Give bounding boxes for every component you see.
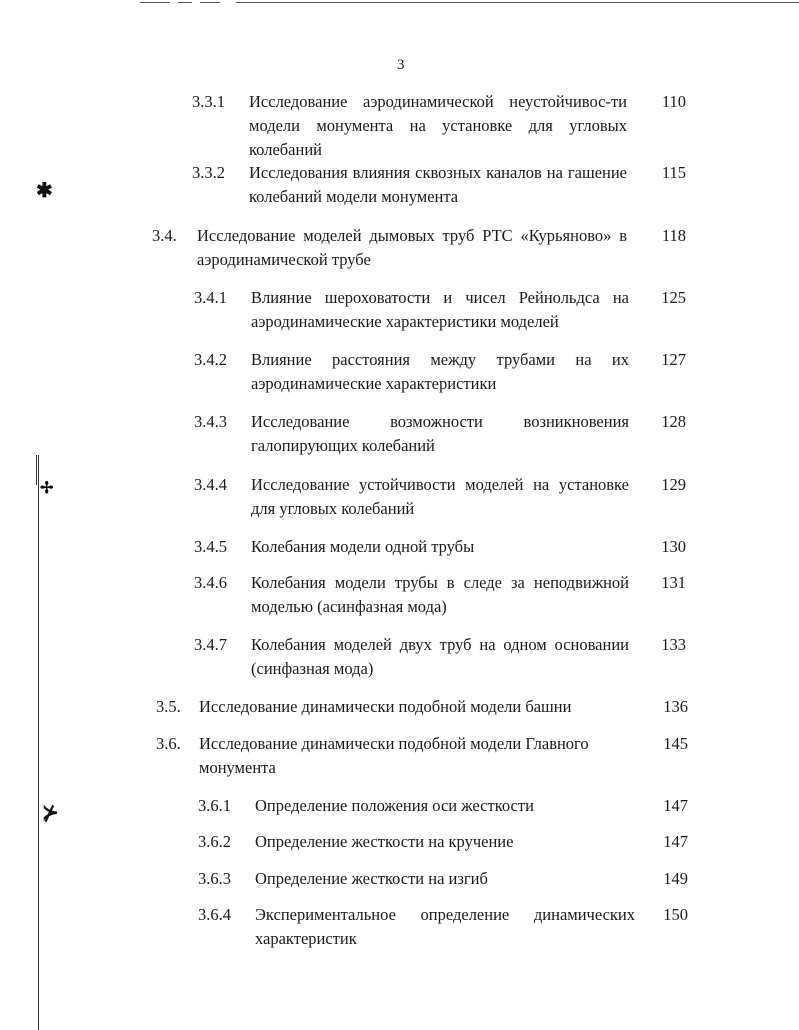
scan-mark-icon: ⊁ <box>42 802 59 824</box>
scan-mark-icon: ✢ <box>40 480 54 497</box>
toc-entry-title: Влияние шероховатости и чисел Рейнольдса на аэродинамические характеристики моделей <box>251 288 629 331</box>
toc-entry-number: 3.4.6 <box>194 573 227 592</box>
toc-entry-title: Определение жесткости на кручение <box>255 832 514 851</box>
toc-entry-title: Колебания модели одной трубы <box>251 537 475 556</box>
scan-line-top <box>140 2 170 3</box>
toc-entry-number: 3.3.2 <box>192 163 225 182</box>
scan-line-top <box>178 2 192 3</box>
toc-entry-number: 3.6.2 <box>198 832 231 851</box>
toc-entry-page: 150 <box>663 905 688 924</box>
toc-entry-page: 125 <box>661 288 686 307</box>
toc-entry-page: 131 <box>661 573 686 592</box>
toc-entry-page: 147 <box>663 832 688 851</box>
toc-entry-title: Исследование возможности возникновения галопирующих колебаний <box>251 412 629 455</box>
toc-entry-page: 118 <box>661 226 686 245</box>
toc-entry-number: 3.4.4 <box>194 475 227 494</box>
toc-entry-page: 133 <box>661 635 686 654</box>
toc-entry-page: 145 <box>663 734 688 753</box>
toc-entry-title: Исследование динамически подобной модели Главного монумента <box>199 734 589 777</box>
page-number: 3 <box>397 57 405 73</box>
scan-line-top <box>236 2 799 3</box>
toc-entry-title: Исследования влияния сквозных каналов на гашение колебаний модели монумента <box>249 163 627 206</box>
toc-entry-number: 3.5. <box>156 697 181 716</box>
toc-entry-number: 3.4.2 <box>194 350 227 369</box>
toc-entry-title: Исследование моделей дымовых труб РТС «Курьяново» в аэродинамической трубе <box>197 226 627 269</box>
toc-entry-title: Влияние расстояния между трубами на их аэродинамические характеристики <box>251 350 629 393</box>
scan-mark-icon: ✱ <box>36 180 53 202</box>
toc-entry-title: Определение положения оси жесткости <box>255 796 534 815</box>
scan-left-rule <box>38 455 39 1030</box>
toc-entry-page: 128 <box>661 412 686 431</box>
toc-entry-number: 3.6. <box>156 734 181 753</box>
toc-entry-number: 3.4.1 <box>194 288 227 307</box>
toc-entry-number: 3.6.1 <box>198 796 231 815</box>
toc-entry-number: 3.4.3 <box>194 412 227 431</box>
toc-entry-title: Определение жесткости на изгиб <box>255 869 488 888</box>
toc-entry-page: 130 <box>661 537 686 556</box>
toc-entry-number: 3.3.1 <box>192 92 225 111</box>
toc-entry-number: 3.6.3 <box>198 869 231 888</box>
toc-entry-title: Колебания моделей двух труб на одном основании (синфазная мода) <box>251 635 629 678</box>
scan-left-rule <box>36 455 37 485</box>
toc-entry-page: 129 <box>661 475 686 494</box>
toc-entry-number: 3.4.7 <box>194 635 227 654</box>
toc-entry-number: 3.6.4 <box>198 905 231 924</box>
toc-entry-title: Исследование динамически подобной модели башни <box>199 697 572 716</box>
toc-entry-number: 3.4. <box>152 226 177 245</box>
toc-entry-page: 147 <box>663 796 688 815</box>
toc-entry-page: 115 <box>661 163 686 182</box>
toc-entry-title: Экспериментальное определение динамических характеристик <box>255 905 635 948</box>
toc-entry-page: 110 <box>661 92 686 111</box>
toc-entry-title: Исследование аэродинамической неустойчивос-ти модели монумента на установке для угловых колебаний <box>249 92 627 159</box>
toc-entry-page: 127 <box>661 350 686 369</box>
toc-entry-title: Исследование устойчивости моделей на установке для угловых колебаний <box>251 475 629 518</box>
toc-entry-number: 3.4.5 <box>194 537 227 556</box>
toc-entry-title: Колебания модели трубы в следе за неподвижной моделью (асинфазная мода) <box>251 573 629 616</box>
toc-entry-page: 136 <box>663 697 688 716</box>
toc-entry-page: 149 <box>663 869 688 888</box>
scan-line-top <box>200 2 220 3</box>
